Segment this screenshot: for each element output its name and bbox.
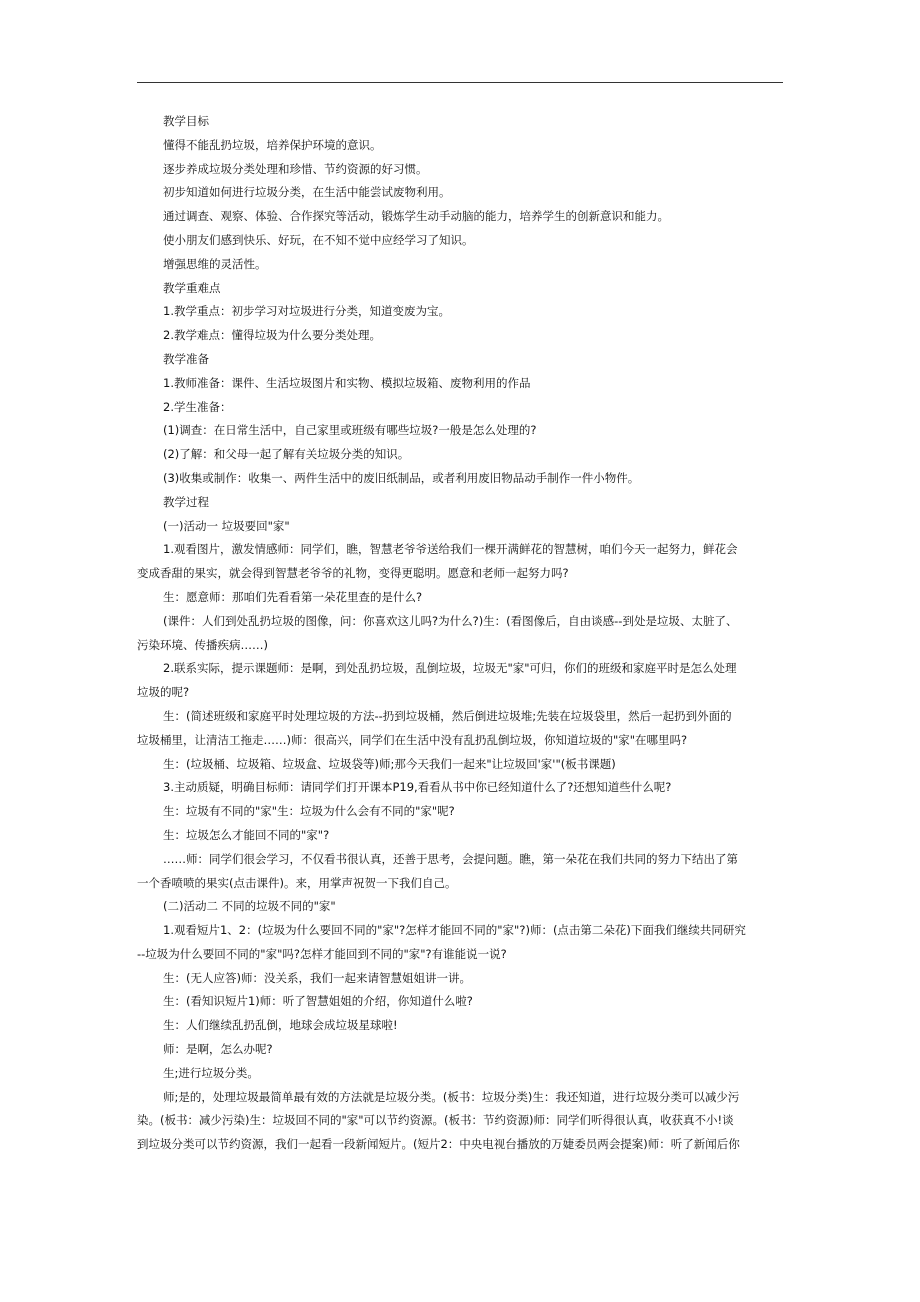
text-line: 生：垃圾怎么才能回不同的"家"? [163,827,330,842]
text-line: 到垃圾分类可以节约资源，我们一起看一段新闻短片。(短片2：中央电视台播放的万婕委员两会提案)师：听了新闻后你 [137,1137,740,1152]
text-line: (一)活动一 垃圾要回"家" [163,518,290,533]
text-line: 懂得不能乱扔垃圾，培养保护环境的意识。 [163,137,382,152]
text-line: 教学目标 [163,114,209,128]
text-line: (3)收集或制作：收集一、两件生活中的废旧纸制品，或者利用废旧物品动手制作一件小物件。 [163,470,640,485]
text-line: 垃圾桶里，让清洁工拖走……)师：很高兴，同学们在生活中没有乱扔乱倒垃圾，你知道垃圾的"家"在哪里吗? [137,732,688,747]
text-line: 增强思维的灵活性。 [163,256,267,271]
text-line: 生：(简述班级和家庭平时处理垃圾的方法--扔到垃圾桶，然后倒进垃圾堆;先装在垃圾袋里，然后一起扔到外面的 [163,708,732,723]
text-line: (1)调查：在日常生活中，自己家里或班级有哪些垃圾?一般是怎么处理的? [163,423,537,438]
text-line: 2.联系实际，提示课题师：是啊，到处乱扔垃圾，乱倒垃圾，垃圾无"家"可归，你们的班级和家庭平时是怎么处理 [163,661,737,676]
text-line: 1.观看短片1、2：(垃圾为什么要回不同的"家"?怎样才能回不同的"家"?)师：(点击第二朵花)下面我们继续共同研究 [163,923,746,938]
text-line: 生：愿意师：那咱们先看看第一朵花里查的是什么? [163,589,423,604]
text-line: 垃圾的呢? [137,685,190,700]
text-line: ……师：同学们很会学习，不仅看书很认真，还善于思考，会提问题。瞧，第一朵花在我们共同的努力下结出了第 [163,851,738,866]
text-line: 一个香喷喷的果实(点击课件)。来，用掌声祝贺一下我们自己。 [137,875,457,890]
text-line: (2)了解：和父母一起了解有关垃圾分类的知识。 [163,447,410,462]
text-line: 变成香甜的果实，就会得到智慧老爷爷的礼物，变得更聪明。愿意和老师一起努力吗? [137,566,569,581]
text-line: 1.教师准备：课件、生活垃圾图片和实物、模拟垃圾箱、废物利用的作品 [163,375,531,390]
text-line: 初步知道如何进行垃圾分类，在生活中能尝试废物利用。 [163,185,451,200]
text-line: 1.教学重点：初步学习对垃圾进行分类，知道变废为宝。 [163,304,450,319]
text-line: 生;进行垃圾分类。 [163,1065,259,1080]
text-line: 污染环境、传播疾病……) [137,637,268,652]
text-line: (课件：人们到处乱扔垃圾的图像，问：你喜欢这儿吗?为什么?)生：(看图像后，自由谈感--到处是垃圾、太脏了、 [163,613,738,628]
text-line: 教学重难点 [163,280,221,295]
text-line: 染。(板书：减少污染)生：垃圾回不同的"家"可以节约资源。(板书：节约资源)师：同学们听得很认真，收获真不小!谈 [137,1113,734,1128]
text-line: 生：人们继续乱扔乱倒，地球会成垃圾星球啦! [163,1018,398,1033]
text-line: 1.观看图片，激发情感师：同学们，瞧，智慧老爷爷送给我们一棵开满鲜花的智慧树，咱们今天一起努力，鲜花会 [163,542,738,557]
text-line: 生：(无人应答)师：没关系，我们一起来请智慧姐姐讲一讲。 [163,970,471,985]
text-line: 生：垃圾有不同的"家"生：垃圾为什么会有不同的"家"呢? [163,804,455,819]
text-line: 2.教学难点：懂得垃圾为什么要分类处理。 [163,328,381,343]
text-line: 逐步养成垃圾分类处理和珍惜、节约资源的好习惯。 [163,161,428,176]
text-line: 师：是啊，怎么办呢? [163,1042,273,1057]
text-line: 教学过程 [163,494,209,509]
text-line: 3.主动质疑，明确目标师：请同学们打开课本P19,看看从书中你已经知道什么了?还想知道些什么呢? [163,780,672,795]
text-line: 生：(看知识短片1)师：听了智慧姐姐的介绍，你知道什么啦? [163,994,473,1009]
text-line: 教学准备 [163,351,209,366]
text-line: 生：(垃圾桶、垃圾箱、垃圾盒、垃圾袋等)师;那今天我们一起来"让垃圾回'家'"(板书课题) [163,756,616,771]
text-line: --垃圾为什么要回不同的"家"吗?怎样才能回到不同的"家"?有谁能说一说? [137,946,507,961]
text-line: 通过调查、观察、体验、合作探究等活动，锻炼学生动手动脑的能力，培养学生的创新意识和能力。 [163,209,669,224]
document-body [137,110,787,1157]
text-line: 师;是的，处理垃圾最简单最有效的方法就是垃圾分类。(板书：垃圾分类)生：我还知道，进行垃圾分类可以减少污 [163,1089,740,1104]
text-line: (二)活动二 不同的垃圾不同的"家" [163,899,336,914]
text-line: 2.学生准备： [163,399,232,414]
text-line: 使小朋友们感到快乐、好玩，在不知不觉中应经学习了知识。 [163,232,474,247]
header-rule [137,82,783,83]
